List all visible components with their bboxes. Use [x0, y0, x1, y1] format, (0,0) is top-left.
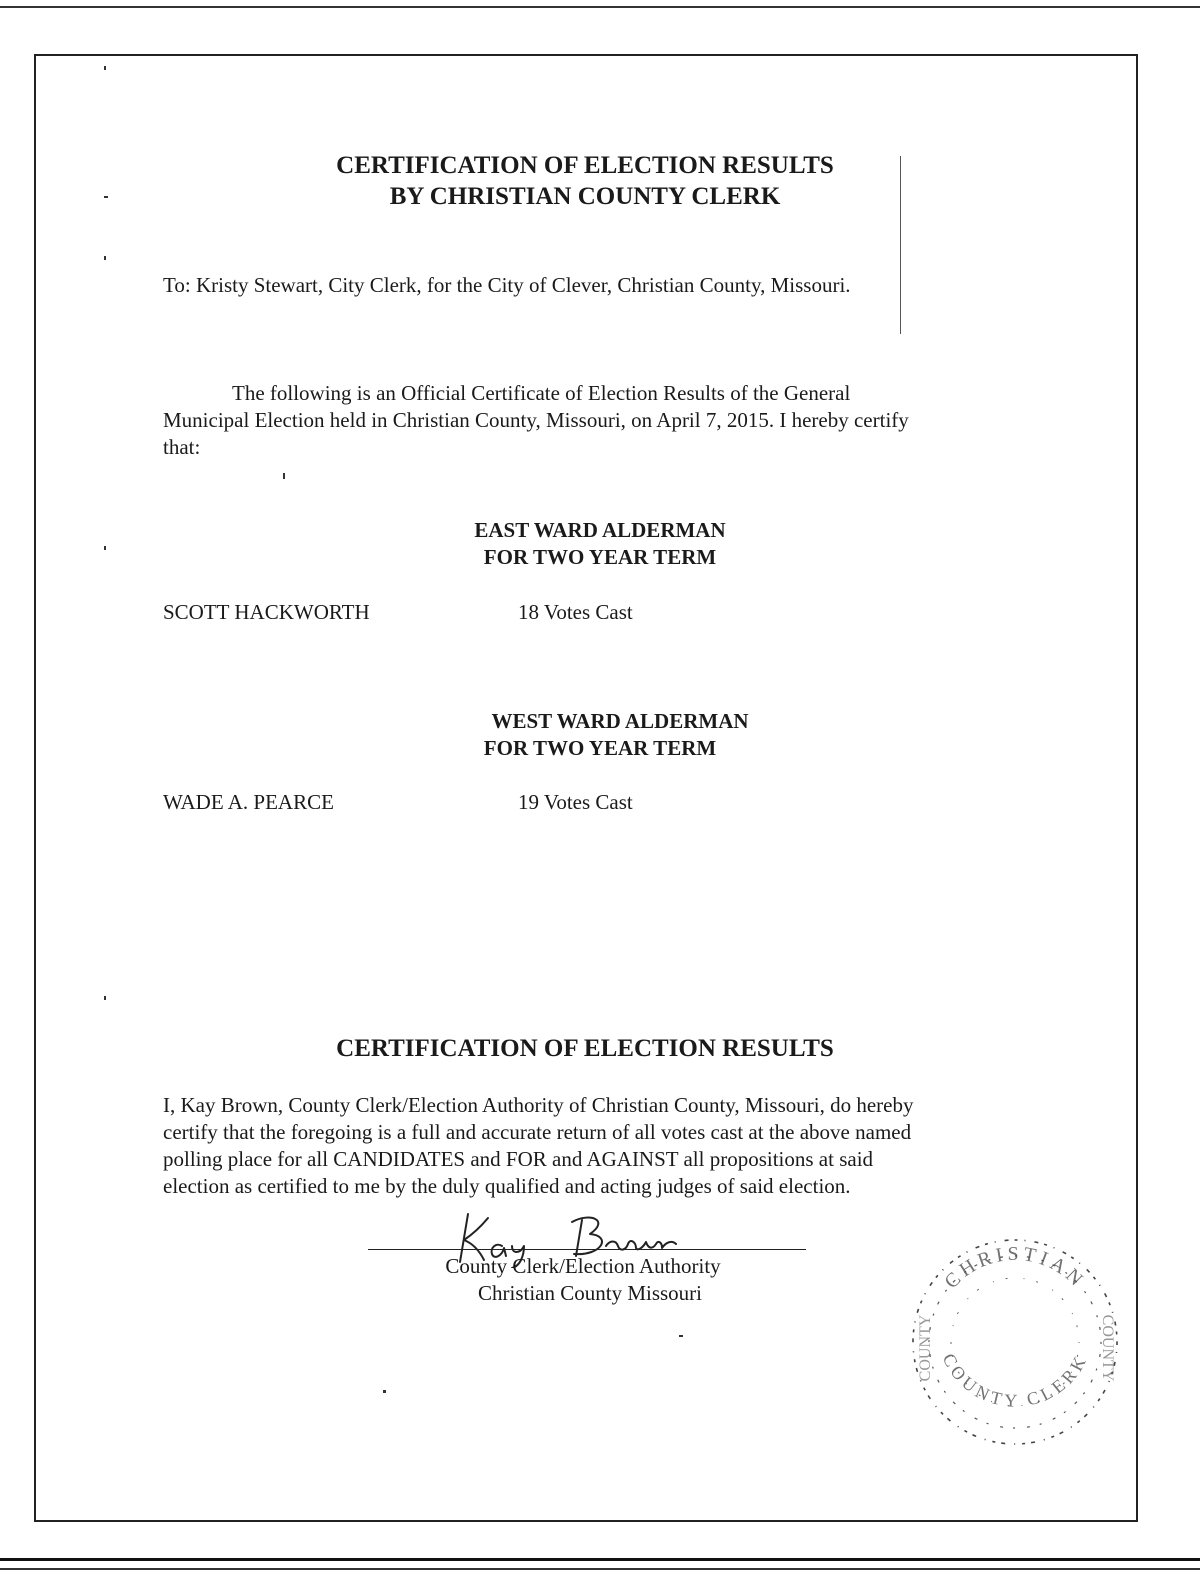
- race-office-line2: FOR TWO YEAR TERM: [483, 545, 717, 569]
- scan-speck: [104, 546, 106, 550]
- scan-speck: [104, 256, 106, 260]
- document-title-line1: CERTIFICATION OF ELECTION RESULTS: [336, 152, 834, 179]
- scan-speck: [104, 996, 106, 1000]
- vote-count: 19 Votes Cast: [518, 790, 633, 814]
- scan-speck: [104, 66, 106, 70]
- race-office-line1: EAST WARD ALDERMAN: [474, 518, 726, 542]
- candidate-name: WADE A. PEARCE: [163, 790, 334, 814]
- certification-line3: polling place for all CANDIDATES and FOR and AGAINST all propositions at said: [163, 1147, 874, 1171]
- race-office-line2: FOR TWO YEAR TERM: [483, 736, 717, 760]
- addressee-line: To: Kristy Stewart, City Clerk, for the City of Clever, Christian County, Missouri.: [163, 273, 851, 297]
- race-office-line1: WEST WARD ALDERMAN: [491, 709, 749, 733]
- candidate-name: SCOTT HACKWORTH: [163, 600, 370, 624]
- signatory-title-line2: Christian County Missouri: [477, 1281, 703, 1305]
- signatory-title-line1: County Clerk/Election Authority: [445, 1254, 721, 1278]
- svg-text:COUNTY: COUNTY: [1099, 1314, 1116, 1382]
- vote-count: 18 Votes Cast: [518, 600, 633, 624]
- scan-top-edge: [0, 6, 1200, 8]
- scan-speck: [104, 196, 108, 198]
- document-title-line2: BY CHRISTIAN COUNTY CLERK: [389, 183, 781, 210]
- intro-line2: Municipal Election held in Christian County, Missouri, on April 7, 2015. I hereby certify: [163, 408, 909, 432]
- scan-speck: [383, 1390, 386, 1393]
- intro-line1: The following is an Official Certificate of Election Results of the General: [232, 381, 851, 405]
- scan-speck: [283, 473, 285, 479]
- svg-text:COUNTY: COUNTY: [917, 1314, 934, 1382]
- certification-line2: certify that the foregoing is a full and accurate return of all votes cast at the above named: [163, 1120, 912, 1144]
- scan-bottom-edge: [0, 1558, 1200, 1561]
- certification-line1: I, Kay Brown, County Clerk/Election Authority of Christian County, Missouri, do hereby: [163, 1093, 914, 1117]
- scan-bottom-edge: [0, 1568, 1200, 1570]
- certification-line4: election as certified to me by the duly qualified and acting judges of said election.: [163, 1174, 851, 1198]
- county-seal: [900, 1220, 1130, 1460]
- signature-line: [368, 1249, 806, 1250]
- svg-text:COUNTY CLERK: COUNTY CLERK: [938, 1350, 1092, 1411]
- scan-speck: [679, 1335, 683, 1337]
- svg-text:CHRISTIAN: CHRISTIAN: [940, 1242, 1090, 1294]
- intro-line3: that:: [163, 435, 201, 459]
- certification-heading: CERTIFICATION OF ELECTION RESULTS: [336, 1035, 834, 1062]
